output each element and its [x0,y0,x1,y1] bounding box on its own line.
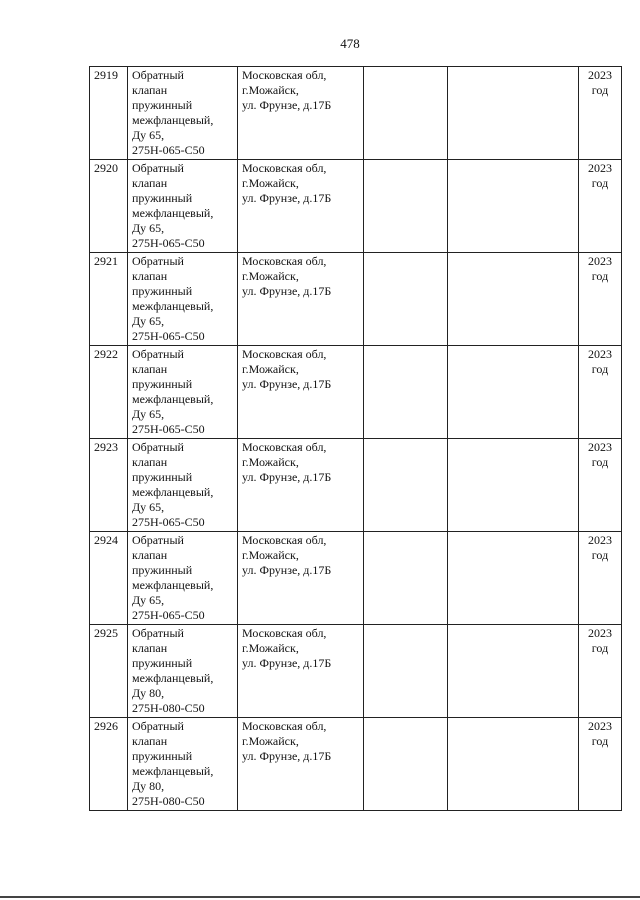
address-line: г.Можайск, [242,641,299,655]
empty-cell-4 [364,532,448,625]
item-name-cell [128,160,238,253]
item-name-cell [128,346,238,439]
empty-cell-5 [448,346,579,439]
item-name-line: межфланцевый, [132,485,214,499]
address-line: ул. Фрунзе, д.17Б [242,98,332,112]
year-cell [579,532,622,625]
empty-cell-5 [448,718,579,811]
year-line: 2023 [588,161,612,175]
row-number-cell: 2924 [90,532,128,625]
address-line: г.Можайск, [242,176,299,190]
page-number: 478 [340,36,360,51]
address-line: ул. Фрунзе, д.17Б [242,191,332,205]
table-row [90,532,622,625]
address-line: ул. Фрунзе, д.17Б [242,470,332,484]
address-line: ул. Фрунзе, д.17Б [242,563,332,577]
year-cell [579,67,622,160]
year-line: год [591,734,609,748]
empty-cell-4 [364,160,448,253]
empty-cell-5 [448,532,579,625]
empty-cell-5 [448,625,579,718]
year-line: год [591,641,609,655]
item-name-line: Ду 80, [132,686,165,700]
item-name-line: Обратный [132,533,184,547]
year-line: 2023 [588,440,612,454]
address-line: г.Можайск, [242,455,299,469]
item-name-line: 275Н-065-С50 [132,143,205,157]
item-name-line: Обратный [132,626,184,640]
empty-cell-4 [364,718,448,811]
item-name-line: клапан [132,641,168,655]
row-number-cell: 2925 [90,625,128,718]
empty-cell-5 [448,67,579,160]
item-name-line: 275Н-065-С50 [132,608,205,622]
year-line: 2023 [588,533,612,547]
address-line: Московская обл, [242,626,327,640]
table-row [90,439,622,532]
item-name-line: Обратный [132,440,184,454]
item-name-cell [128,532,238,625]
year-line: год [591,455,609,469]
row-number-cell: 2919 [90,67,128,160]
table-row [90,625,622,718]
address-line: Московская обл, [242,440,327,454]
address-line: Московская обл, [242,719,327,733]
address-line: ул. Фрунзе, д.17Б [242,377,332,391]
address-cell [238,67,364,160]
empty-cell-4 [364,439,448,532]
item-name-line: Ду 65, [132,314,165,328]
row-number-cell: 2920 [90,160,128,253]
address-cell [238,253,364,346]
empty-cell-4 [364,625,448,718]
year-line: 2023 [588,68,612,82]
item-name-cell [128,625,238,718]
address-cell [238,160,364,253]
item-name-line: Ду 65, [132,593,165,607]
year-line: год [591,83,609,97]
item-name-line: пружинный [132,563,193,577]
item-name-line: клапан [132,362,168,376]
item-name-line: клапан [132,269,168,283]
year-line: год [591,362,609,376]
address-line: ул. Фрунзе, д.17Б [242,749,332,763]
item-name-line: Обратный [132,347,184,361]
item-name-line: Ду 65, [132,221,165,235]
registry-table-body [90,67,622,811]
year-line: год [591,269,609,283]
year-cell [579,253,622,346]
item-name-line: пружинный [132,470,193,484]
address-line: Московская обл, [242,161,327,175]
address-line: г.Можайск, [242,269,299,283]
item-name-line: Ду 65, [132,500,165,514]
item-name-line: межфланцевый, [132,299,214,313]
empty-cell-4 [364,253,448,346]
empty-cell-4 [364,67,448,160]
item-name-line: клапан [132,734,168,748]
row-number-cell: 2926 [90,718,128,811]
item-name-cell [128,67,238,160]
item-name-line: пружинный [132,656,193,670]
year-line: 2023 [588,254,612,268]
address-line: ул. Фрунзе, д.17Б [242,656,332,670]
item-name-line: клапан [132,548,168,562]
item-name-line: Обратный [132,161,184,175]
year-cell [579,439,622,532]
item-name-cell [128,718,238,811]
item-name-line: 275Н-065-С50 [132,236,205,250]
item-name-line: пружинный [132,749,193,763]
item-name-line: клапан [132,176,168,190]
item-name-line: Ду 65, [132,128,165,142]
address-line: ул. Фрунзе, д.17Б [242,284,332,298]
address-line: г.Можайск, [242,362,299,376]
row-number-cell: 2923 [90,439,128,532]
table-row [90,67,622,160]
year-cell [579,718,622,811]
empty-cell-4 [364,346,448,439]
address-line: Московская обл, [242,533,327,547]
year-cell [579,625,622,718]
table-row [90,160,622,253]
address-cell [238,718,364,811]
item-name-line: 275Н-080-С50 [132,701,205,715]
item-name-line: клапан [132,83,168,97]
address-line: Московская обл, [242,347,327,361]
table-row [90,346,622,439]
registry-table [89,66,622,811]
empty-cell-5 [448,439,579,532]
address-cell [238,346,364,439]
item-name-line: пружинный [132,98,193,112]
item-name-line: пружинный [132,284,193,298]
address-line: Московская обл, [242,254,327,268]
address-cell [238,532,364,625]
item-name-line: клапан [132,455,168,469]
page-bottom-edge-line [0,896,640,898]
year-line: 2023 [588,626,612,640]
year-line: 2023 [588,719,612,733]
item-name-line: пружинный [132,191,193,205]
item-name-line: 275Н-065-С50 [132,515,205,529]
year-line: год [591,548,609,562]
item-name-line: пружинный [132,377,193,391]
year-cell [579,346,622,439]
item-name-line: Ду 80, [132,779,165,793]
item-name-line: 275Н-065-С50 [132,329,205,343]
item-name-line: межфланцевый, [132,671,214,685]
item-name-line: Обратный [132,719,184,733]
item-name-line: межфланцевый, [132,764,214,778]
item-name-cell [128,253,238,346]
table-row [90,718,622,811]
empty-cell-5 [448,253,579,346]
table-row [90,253,622,346]
address-line: Московская обл, [242,68,327,82]
empty-cell-5 [448,160,579,253]
year-line: год [591,176,609,190]
item-name-line: Обратный [132,254,184,268]
year-line: 2023 [588,347,612,361]
item-name-line: межфланцевый, [132,113,214,127]
row-number-cell: 2922 [90,346,128,439]
item-name-line: 275Н-080-С50 [132,794,205,808]
item-name-cell [128,439,238,532]
address-cell [238,439,364,532]
address-line: г.Можайск, [242,734,299,748]
item-name-line: Ду 65, [132,407,165,421]
item-name-line: межфланцевый, [132,578,214,592]
address-cell [238,625,364,718]
item-name-line: межфланцевый, [132,392,214,406]
address-line: г.Можайск, [242,83,299,97]
row-number-cell: 2921 [90,253,128,346]
item-name-line: межфланцевый, [132,206,214,220]
year-cell [579,160,622,253]
address-line: г.Можайск, [242,548,299,562]
item-name-line: Обратный [132,68,184,82]
item-name-line: 275Н-065-С50 [132,422,205,436]
